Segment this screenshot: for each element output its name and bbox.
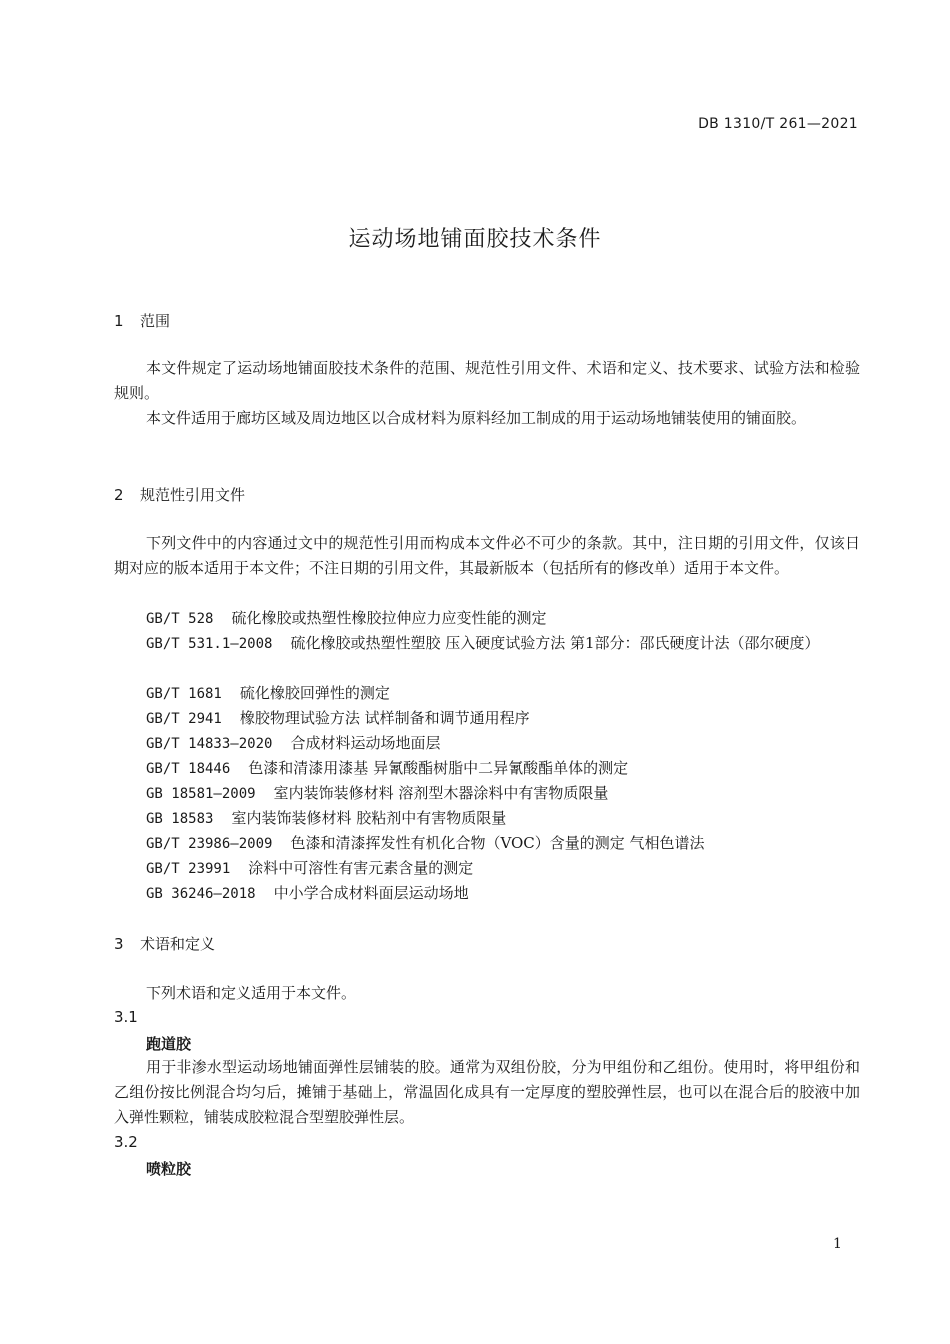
section-number: 2 (114, 486, 124, 504)
reference-title: 色漆和清漆用漆基 异氰酸酯树脂中二异氰酸酯单体的测定 (248, 759, 629, 777)
reference-item (146, 756, 860, 782)
reference-title: 硫化橡胶或热塑性塑胶 压入硬度试验方法 第1部分：邵氏硬度计法（邵尔硬度） (290, 634, 820, 652)
page-number: 1 (833, 1236, 842, 1252)
reference-item (146, 856, 860, 882)
term-name: 喷粒胶 (146, 1160, 192, 1178)
reference-title: 硫化橡胶或热塑性橡胶拉伸应力应变性能的测定 (231, 609, 547, 627)
reference-code: GB 18581—2009 (146, 786, 256, 802)
section-number: 3 (114, 935, 124, 953)
section-number: 1 (114, 312, 124, 330)
section-title: 范围 (140, 312, 171, 330)
document-title: 运动场地铺面胶技术条件 (348, 227, 602, 252)
reference-item (146, 681, 860, 707)
reference-code: GB/T 23986—2009 (146, 836, 273, 852)
reference-title: 橡胶物理试验方法 试样制备和调节通用程序 (239, 709, 530, 727)
reference-code: GB 36246—2018 (146, 886, 256, 902)
reference-code: GB/T 23991 (146, 861, 231, 877)
reference-title: 合成材料运动场地面层 (290, 734, 441, 752)
reference-code: GB 18583 (146, 811, 214, 827)
reference-code: GB/T 2941 (146, 711, 222, 727)
reference-item (146, 806, 860, 832)
term-name: 跑道胶 (146, 1035, 192, 1053)
reference-title: 硫化橡胶回弹性的测定 (239, 684, 390, 702)
reference-item (114, 631, 860, 657)
section-1-paragraph-2: 本文件适用于廊坊区域及周边地区以合成材料为原料经加工制成的用于运动场地铺装使用的铺面胶。 (146, 409, 807, 427)
reference-title: 中小学合成材料面层运动场地 (273, 884, 469, 902)
section-2-heading (114, 484, 245, 505)
reference-code: GB/T 18446 (146, 761, 231, 777)
reference-title: 色漆和清漆挥发性有机化合物（VOC）含量的测定 气相色谱法 (290, 834, 705, 852)
section-2-intro: 下列文件中的内容通过文中的规范性引用而构成本文件必不可少的条款。其中，注日期的引用文件，仅该日期对应的版本适用于本文件；不注日期的引用文件，其最新版本（包括所有的修改单）适用于本文件。 (114, 534, 860, 577)
term-number: 3.2 (114, 1133, 138, 1151)
document-code: DB 1310/T 261—2021 (698, 116, 858, 132)
section-3-heading (114, 933, 215, 954)
reference-item (146, 606, 860, 632)
term-definition: 用于非渗水型运动场地铺面弹性层铺装的胶。通常为双组份胶，分为甲组份和乙组份。使用时，将甲组份和乙组份按比例混合均匀后，摊铺于基础上，常温固化成具有一定厚度的塑胶弹性层，也可以在混合后的胶液中加入弹性颗粒，铺装成胶粒混合型塑胶弹性层。 (114, 1058, 860, 1126)
reference-item (146, 881, 860, 907)
section-1-heading (114, 310, 170, 331)
section-title: 规范性引用文件 (140, 486, 246, 504)
reference-item (146, 731, 860, 757)
reference-title: 涂料中可溶性有害元素含量的测定 (248, 859, 474, 877)
reference-title: 室内装饰装修材料 溶剂型木器涂料中有害物质限量 (273, 784, 609, 802)
reference-code: GB/T 14833—2020 (146, 736, 273, 752)
reference-item (146, 781, 860, 807)
reference-code: GB/T 528 (146, 611, 214, 627)
section-3-intro: 下列术语和定义适用于本文件。 (146, 984, 357, 1002)
section-1-paragraph-1: 本文件规定了运动场地铺面胶技术条件的范围、规范性引用文件、术语和定义、技术要求、试验方法和检验规则。 (114, 359, 860, 402)
section-title: 术语和定义 (140, 935, 216, 953)
term-number: 3.1 (114, 1008, 138, 1026)
reference-item (146, 831, 860, 857)
reference-title: 室内装饰装修材料 胶粘剂中有害物质限量 (231, 809, 507, 827)
reference-item (146, 706, 860, 732)
reference-code: GB/T 1681 (146, 686, 222, 702)
reference-code: GB/T 531.1—2008 (146, 636, 273, 652)
